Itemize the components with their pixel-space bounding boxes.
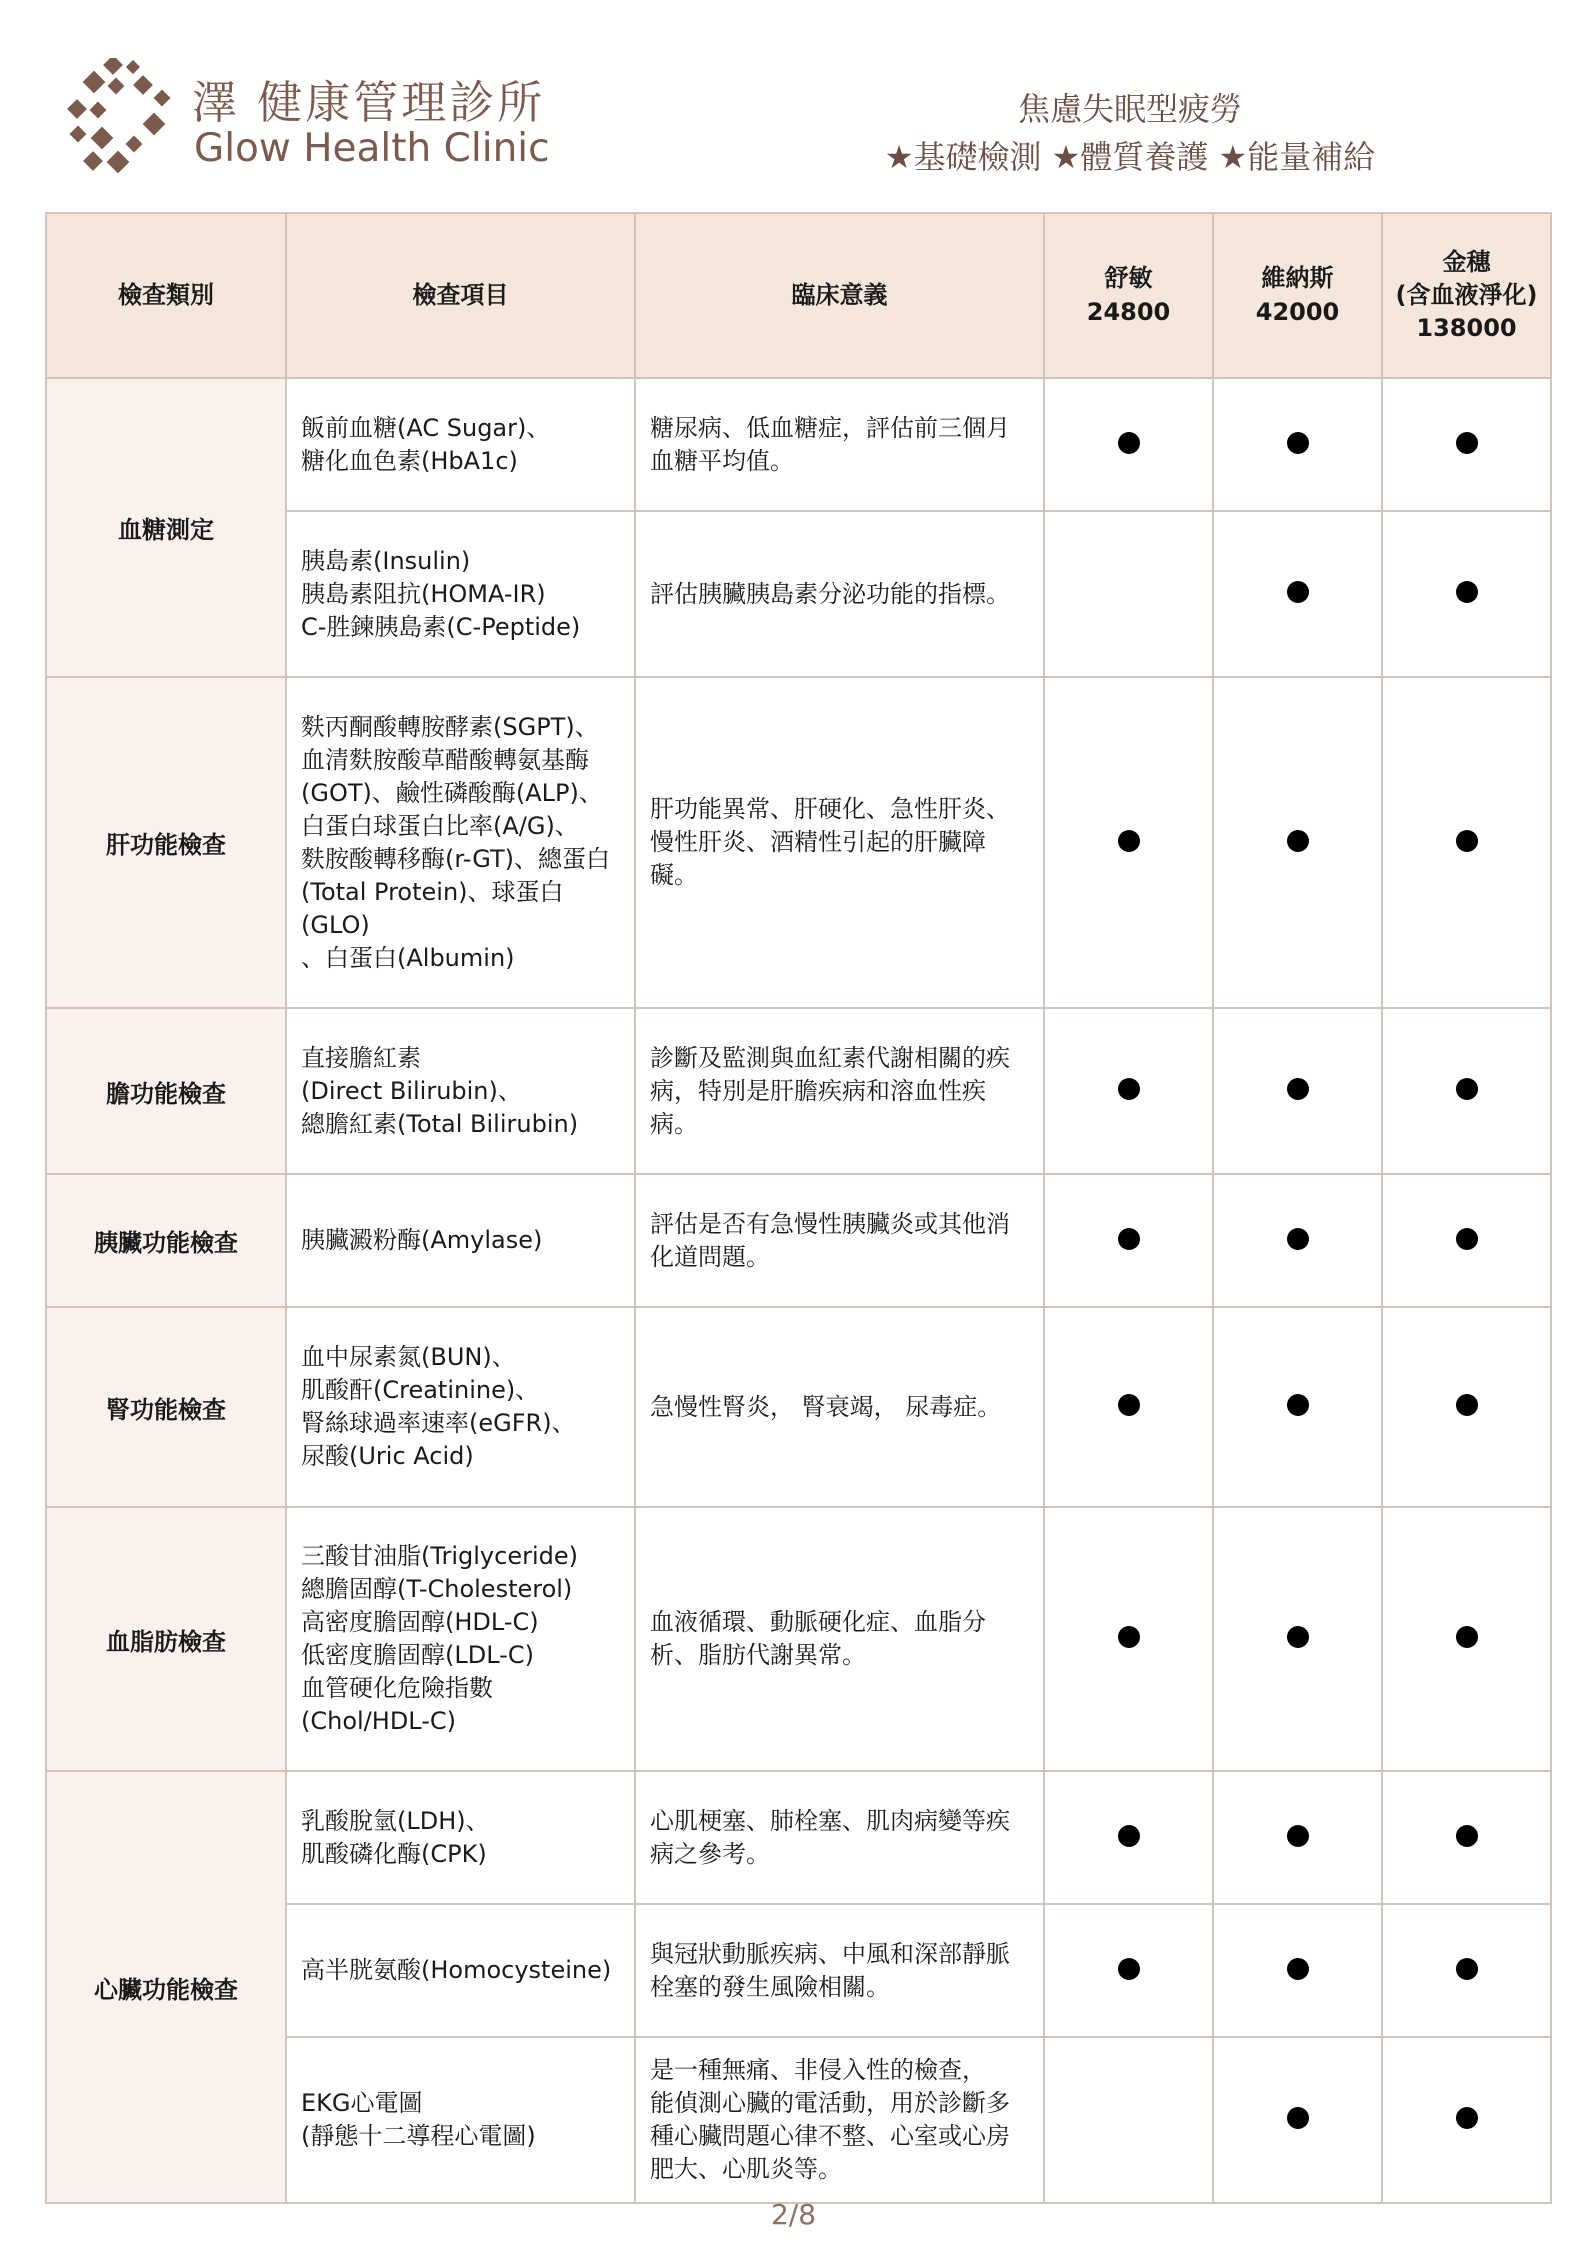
plan-name: 舒敏 bbox=[1104, 264, 1153, 293]
table-row bbox=[46, 1008, 1551, 1174]
plan-price: 42000 bbox=[1255, 297, 1340, 326]
item-cell-line: 肌酸酐(Creatinine)、 bbox=[301, 1376, 540, 1404]
meaning-cell bbox=[635, 1771, 1044, 1904]
included-dot-icon bbox=[1456, 1626, 1478, 1648]
item-cell bbox=[286, 1008, 635, 1174]
plan-3-cell bbox=[1382, 378, 1551, 511]
meaning-cell-line: 析、脂肪代謝異常。 bbox=[650, 1641, 866, 1669]
plan-2-cell bbox=[1213, 1507, 1382, 1771]
meaning-cell-line: 心肌梗塞、肺栓塞、肌肉病變等疾 bbox=[650, 1806, 1010, 1835]
plan-1-cell bbox=[1044, 1507, 1213, 1771]
meaning-cell-line: 糖尿病、低血糖症，評估前三個月 bbox=[650, 413, 1010, 442]
table-row bbox=[46, 1174, 1551, 1307]
item-cell-line: (Direct Bilirubin)、 bbox=[301, 1076, 522, 1105]
plan-1-cell bbox=[1044, 1904, 1213, 2037]
header-plan-2 bbox=[1213, 213, 1382, 378]
item-cell-line: C-胜鍊胰島素(C-Peptide) bbox=[301, 612, 581, 641]
plan-2-cell bbox=[1213, 1307, 1382, 1507]
item-cell-line: 肌酸磷化酶(CPK) bbox=[301, 1839, 487, 1868]
header-category: 檢查類別 bbox=[46, 213, 286, 378]
included-dot-icon bbox=[1118, 1825, 1140, 1847]
category-cell: 肝功能檢查 bbox=[46, 677, 286, 1008]
item-cell-line: 直接膽紅素 bbox=[301, 1043, 421, 1072]
included-dot-icon bbox=[1287, 2107, 1309, 2129]
category-cell: 膽功能檢查 bbox=[46, 1008, 286, 1174]
plan-note: (含血液淨化) bbox=[1395, 280, 1538, 309]
included-dot-icon bbox=[1456, 1078, 1478, 1100]
included-dot-icon bbox=[1287, 1958, 1309, 1980]
item-cell-line: 乳酸脫氫(LDH)、 bbox=[301, 1806, 490, 1835]
header-plan-3 bbox=[1382, 213, 1551, 378]
item-cell-line: EKG心電圖 bbox=[301, 2089, 423, 2117]
plan-1-cell bbox=[1044, 677, 1213, 1008]
plan-3-cell bbox=[1382, 677, 1551, 1008]
item-cell bbox=[286, 677, 635, 1008]
item-cell-line: 低密度膽固醇(LDL-C) bbox=[301, 1641, 534, 1669]
plan-2-cell bbox=[1213, 2037, 1382, 2203]
meaning-cell-line: 血糖平均值。 bbox=[650, 446, 794, 475]
plan-3-cell bbox=[1382, 511, 1551, 677]
included-dot-icon bbox=[1456, 1958, 1478, 1980]
plan-1-cell bbox=[1044, 378, 1213, 511]
plan-2-cell bbox=[1213, 677, 1382, 1008]
plan-3-cell bbox=[1382, 1771, 1551, 1904]
plan-3-cell bbox=[1382, 1174, 1551, 1307]
meaning-cell-line: 病。 bbox=[650, 1109, 698, 1138]
item-cell-line: 尿酸(Uric Acid) bbox=[301, 1442, 474, 1470]
meaning-cell-line: 是一種無痛、非侵入性的檢查， bbox=[650, 2056, 986, 2084]
item-cell-line: 胰臟澱粉酶(Amylase) bbox=[301, 1226, 543, 1254]
plan-1-cell bbox=[1044, 1174, 1213, 1307]
included-dot-icon bbox=[1456, 830, 1478, 852]
table-row bbox=[46, 1307, 1551, 1507]
included-dot-icon bbox=[1456, 1228, 1478, 1250]
plan-3-cell bbox=[1382, 1008, 1551, 1174]
item-cell-line: 、白蛋白(Albumin) bbox=[301, 943, 515, 972]
plan-2-cell bbox=[1213, 511, 1382, 677]
plan-3-cell bbox=[1382, 1904, 1551, 2037]
meaning-cell-line: 急慢性腎炎， 腎衰竭， 尿毒症。 bbox=[650, 1392, 1002, 1421]
brand-name-en: Glow Health Clinic bbox=[194, 126, 550, 171]
plan-price: 24800 bbox=[1086, 297, 1171, 326]
meaning-cell-line: 病，特別是肝膽疾病和溶血性疾 bbox=[650, 1076, 986, 1105]
item-cell-line: 胰島素(Insulin) bbox=[301, 546, 471, 575]
plan-3-cell bbox=[1382, 2037, 1551, 2203]
plan-3-cell bbox=[1382, 1307, 1551, 1507]
item-cell bbox=[286, 1507, 635, 1771]
plan-name: 金穗 bbox=[1442, 247, 1491, 276]
meaning-cell-line: 肥大、心肌炎等。 bbox=[650, 2155, 842, 2183]
plan-name: 維納斯 bbox=[1261, 264, 1334, 293]
item-cell bbox=[286, 511, 635, 677]
item-cell-line: (Total Protein)、球蛋白(GLO) bbox=[301, 877, 564, 939]
plan-1-cell bbox=[1044, 511, 1213, 677]
item-cell-line: (Chol/HDL-C) bbox=[301, 1707, 457, 1735]
plan-1-cell bbox=[1044, 1307, 1213, 1507]
plan-1-cell bbox=[1044, 1008, 1213, 1174]
plan-2-cell bbox=[1213, 378, 1382, 511]
included-dot-icon bbox=[1287, 581, 1309, 603]
included-dot-icon bbox=[1118, 830, 1140, 852]
table-row bbox=[46, 378, 1551, 511]
included-dot-icon bbox=[1287, 1394, 1309, 1416]
brand-name-cn: 澤 健康管理診所 bbox=[192, 76, 546, 129]
table-row bbox=[46, 677, 1551, 1008]
category-cell: 血脂肪檢查 bbox=[46, 1507, 286, 1771]
item-cell-line: 白蛋白球蛋白比率(A/G)、 bbox=[301, 811, 579, 840]
meaning-cell-line: 栓塞的發生風險相關。 bbox=[650, 1972, 890, 2001]
included-dot-icon bbox=[1287, 1228, 1309, 1250]
item-cell-line: 糖化血色素(HbA1c) bbox=[301, 446, 518, 475]
plan-2-cell bbox=[1213, 1904, 1382, 2037]
included-dot-icon bbox=[1118, 432, 1140, 454]
included-dot-icon bbox=[1287, 1078, 1309, 1100]
item-cell bbox=[286, 1904, 635, 2037]
header-meaning: 臨床意義 bbox=[635, 213, 1044, 378]
included-dot-icon bbox=[1118, 1958, 1140, 1980]
category-cell: 心臟功能檢查 bbox=[46, 1771, 286, 2203]
plan-price: 138000 bbox=[1416, 314, 1517, 343]
meaning-cell bbox=[635, 1008, 1044, 1174]
included-dot-icon bbox=[1287, 830, 1309, 852]
meaning-cell-line: 血液循環、動脈硬化症、血脂分 bbox=[650, 1608, 986, 1636]
plan-1-cell bbox=[1044, 1771, 1213, 1904]
meaning-cell-line: 病之參考。 bbox=[650, 1839, 770, 1868]
checkup-table bbox=[45, 212, 1552, 2204]
item-cell-line: 胰島素阻抗(HOMA-IR) bbox=[301, 579, 546, 608]
meaning-cell bbox=[635, 677, 1044, 1008]
plan-2-cell bbox=[1213, 1008, 1382, 1174]
header-item: 檢查項目 bbox=[286, 213, 635, 378]
item-cell-line: 三酸甘油脂(Triglyceride) bbox=[301, 1542, 578, 1570]
page-number: 2/8 bbox=[770, 2198, 817, 2231]
included-dot-icon bbox=[1456, 1394, 1478, 1416]
meaning-cell bbox=[635, 378, 1044, 511]
item-cell-line: (靜態十二導程心電圖) bbox=[301, 2122, 536, 2150]
included-dot-icon bbox=[1118, 1626, 1140, 1648]
meaning-cell-line: 評估胰臟胰島素分泌功能的指標。 bbox=[650, 579, 1010, 608]
included-dot-icon bbox=[1456, 581, 1478, 603]
meaning-cell-line: 能偵測心臟的電活動，用於診斷多 bbox=[650, 2089, 1010, 2117]
meaning-cell bbox=[635, 1904, 1044, 2037]
meaning-cell-line: 肝功能異常、肝硬化、急性肝炎、 bbox=[650, 795, 1010, 823]
meaning-cell-line: 診斷及監測與血紅素代謝相關的疾 bbox=[650, 1043, 1010, 1072]
included-dot-icon bbox=[1118, 1228, 1140, 1250]
clinic-logo bbox=[66, 58, 176, 174]
meaning-cell-line: 礙。 bbox=[650, 861, 698, 889]
item-cell bbox=[286, 1307, 635, 1507]
item-cell-line: 血中尿素氮(BUN)、 bbox=[301, 1343, 516, 1371]
item-cell-line: 腎絲球過率速率(eGFR)、 bbox=[301, 1409, 576, 1437]
category-cell: 胰臟功能檢查 bbox=[46, 1174, 286, 1307]
item-cell bbox=[286, 378, 635, 511]
meaning-cell bbox=[635, 511, 1044, 677]
category-cell: 血糖測定 bbox=[46, 378, 286, 677]
item-cell-line: 麩丙酮酸轉胺酵素(SGPT)、 bbox=[301, 712, 599, 741]
item-cell-line: 麩胺酸轉移酶(r-GT)、總蛋白 bbox=[301, 844, 610, 873]
meaning-cell-line: 種心臟問題心律不整、心室或心房 bbox=[650, 2122, 1010, 2150]
item-cell bbox=[286, 1174, 635, 1307]
included-dot-icon bbox=[1456, 432, 1478, 454]
item-cell-line: (GOT)、鹼性磷酸酶(ALP)、 bbox=[301, 778, 603, 807]
meaning-cell bbox=[635, 2037, 1044, 2203]
item-cell-line: 總膽固醇(T-Cholesterol) bbox=[301, 1575, 573, 1603]
item-cell-line: 飯前血糖(AC Sugar)、 bbox=[301, 413, 551, 442]
included-dot-icon bbox=[1287, 1825, 1309, 1847]
meaning-cell-line: 評估是否有急慢性胰臟炎或其他消 bbox=[650, 1209, 1010, 1238]
item-cell-line: 高密度膽固醇(HDL-C) bbox=[301, 1608, 539, 1636]
item-cell-line: 高半胱氨酸(Homocysteine) bbox=[301, 1956, 612, 1984]
meaning-cell-line: 與冠狀動脈疾病、中風和深部靜脈 bbox=[650, 1939, 1010, 1968]
item-cell-line: 總膽紅素(Total Bilirubin) bbox=[301, 1109, 579, 1138]
meaning-cell bbox=[635, 1174, 1044, 1307]
plan-3-cell bbox=[1382, 1507, 1551, 1771]
meaning-cell bbox=[635, 1307, 1044, 1507]
package-title: 焦慮失眠型疲勞 bbox=[1017, 90, 1242, 128]
included-dot-icon bbox=[1118, 1394, 1140, 1416]
meaning-cell bbox=[635, 1507, 1044, 1771]
item-cell bbox=[286, 2037, 635, 2203]
header-plan-1 bbox=[1044, 213, 1213, 378]
item-cell-line: 血清麩胺酸草醋酸轉氨基酶 bbox=[301, 745, 589, 774]
plan-1-cell bbox=[1044, 2037, 1213, 2203]
included-dot-icon bbox=[1118, 1078, 1140, 1100]
plan-2-cell bbox=[1213, 1771, 1382, 1904]
item-cell bbox=[286, 1771, 635, 1904]
included-dot-icon bbox=[1456, 1825, 1478, 1847]
category-cell: 腎功能檢查 bbox=[46, 1307, 286, 1507]
included-dot-icon bbox=[1456, 2107, 1478, 2129]
included-dot-icon bbox=[1287, 432, 1309, 454]
table-header-row bbox=[46, 213, 1551, 378]
plan-2-cell bbox=[1213, 1174, 1382, 1307]
table-row bbox=[46, 1771, 1551, 1904]
meaning-cell-line: 化道問題。 bbox=[650, 1242, 770, 1271]
meaning-cell-line: 慢性肝炎、酒精性引起的肝臟障 bbox=[650, 828, 986, 856]
item-cell-line: 血管硬化危險指數 bbox=[301, 1674, 493, 1702]
package-subtitle: ★基礎檢測 ★體質養護 ★能量補給 bbox=[884, 138, 1376, 176]
included-dot-icon bbox=[1287, 1626, 1309, 1648]
table-row bbox=[46, 1507, 1551, 1771]
